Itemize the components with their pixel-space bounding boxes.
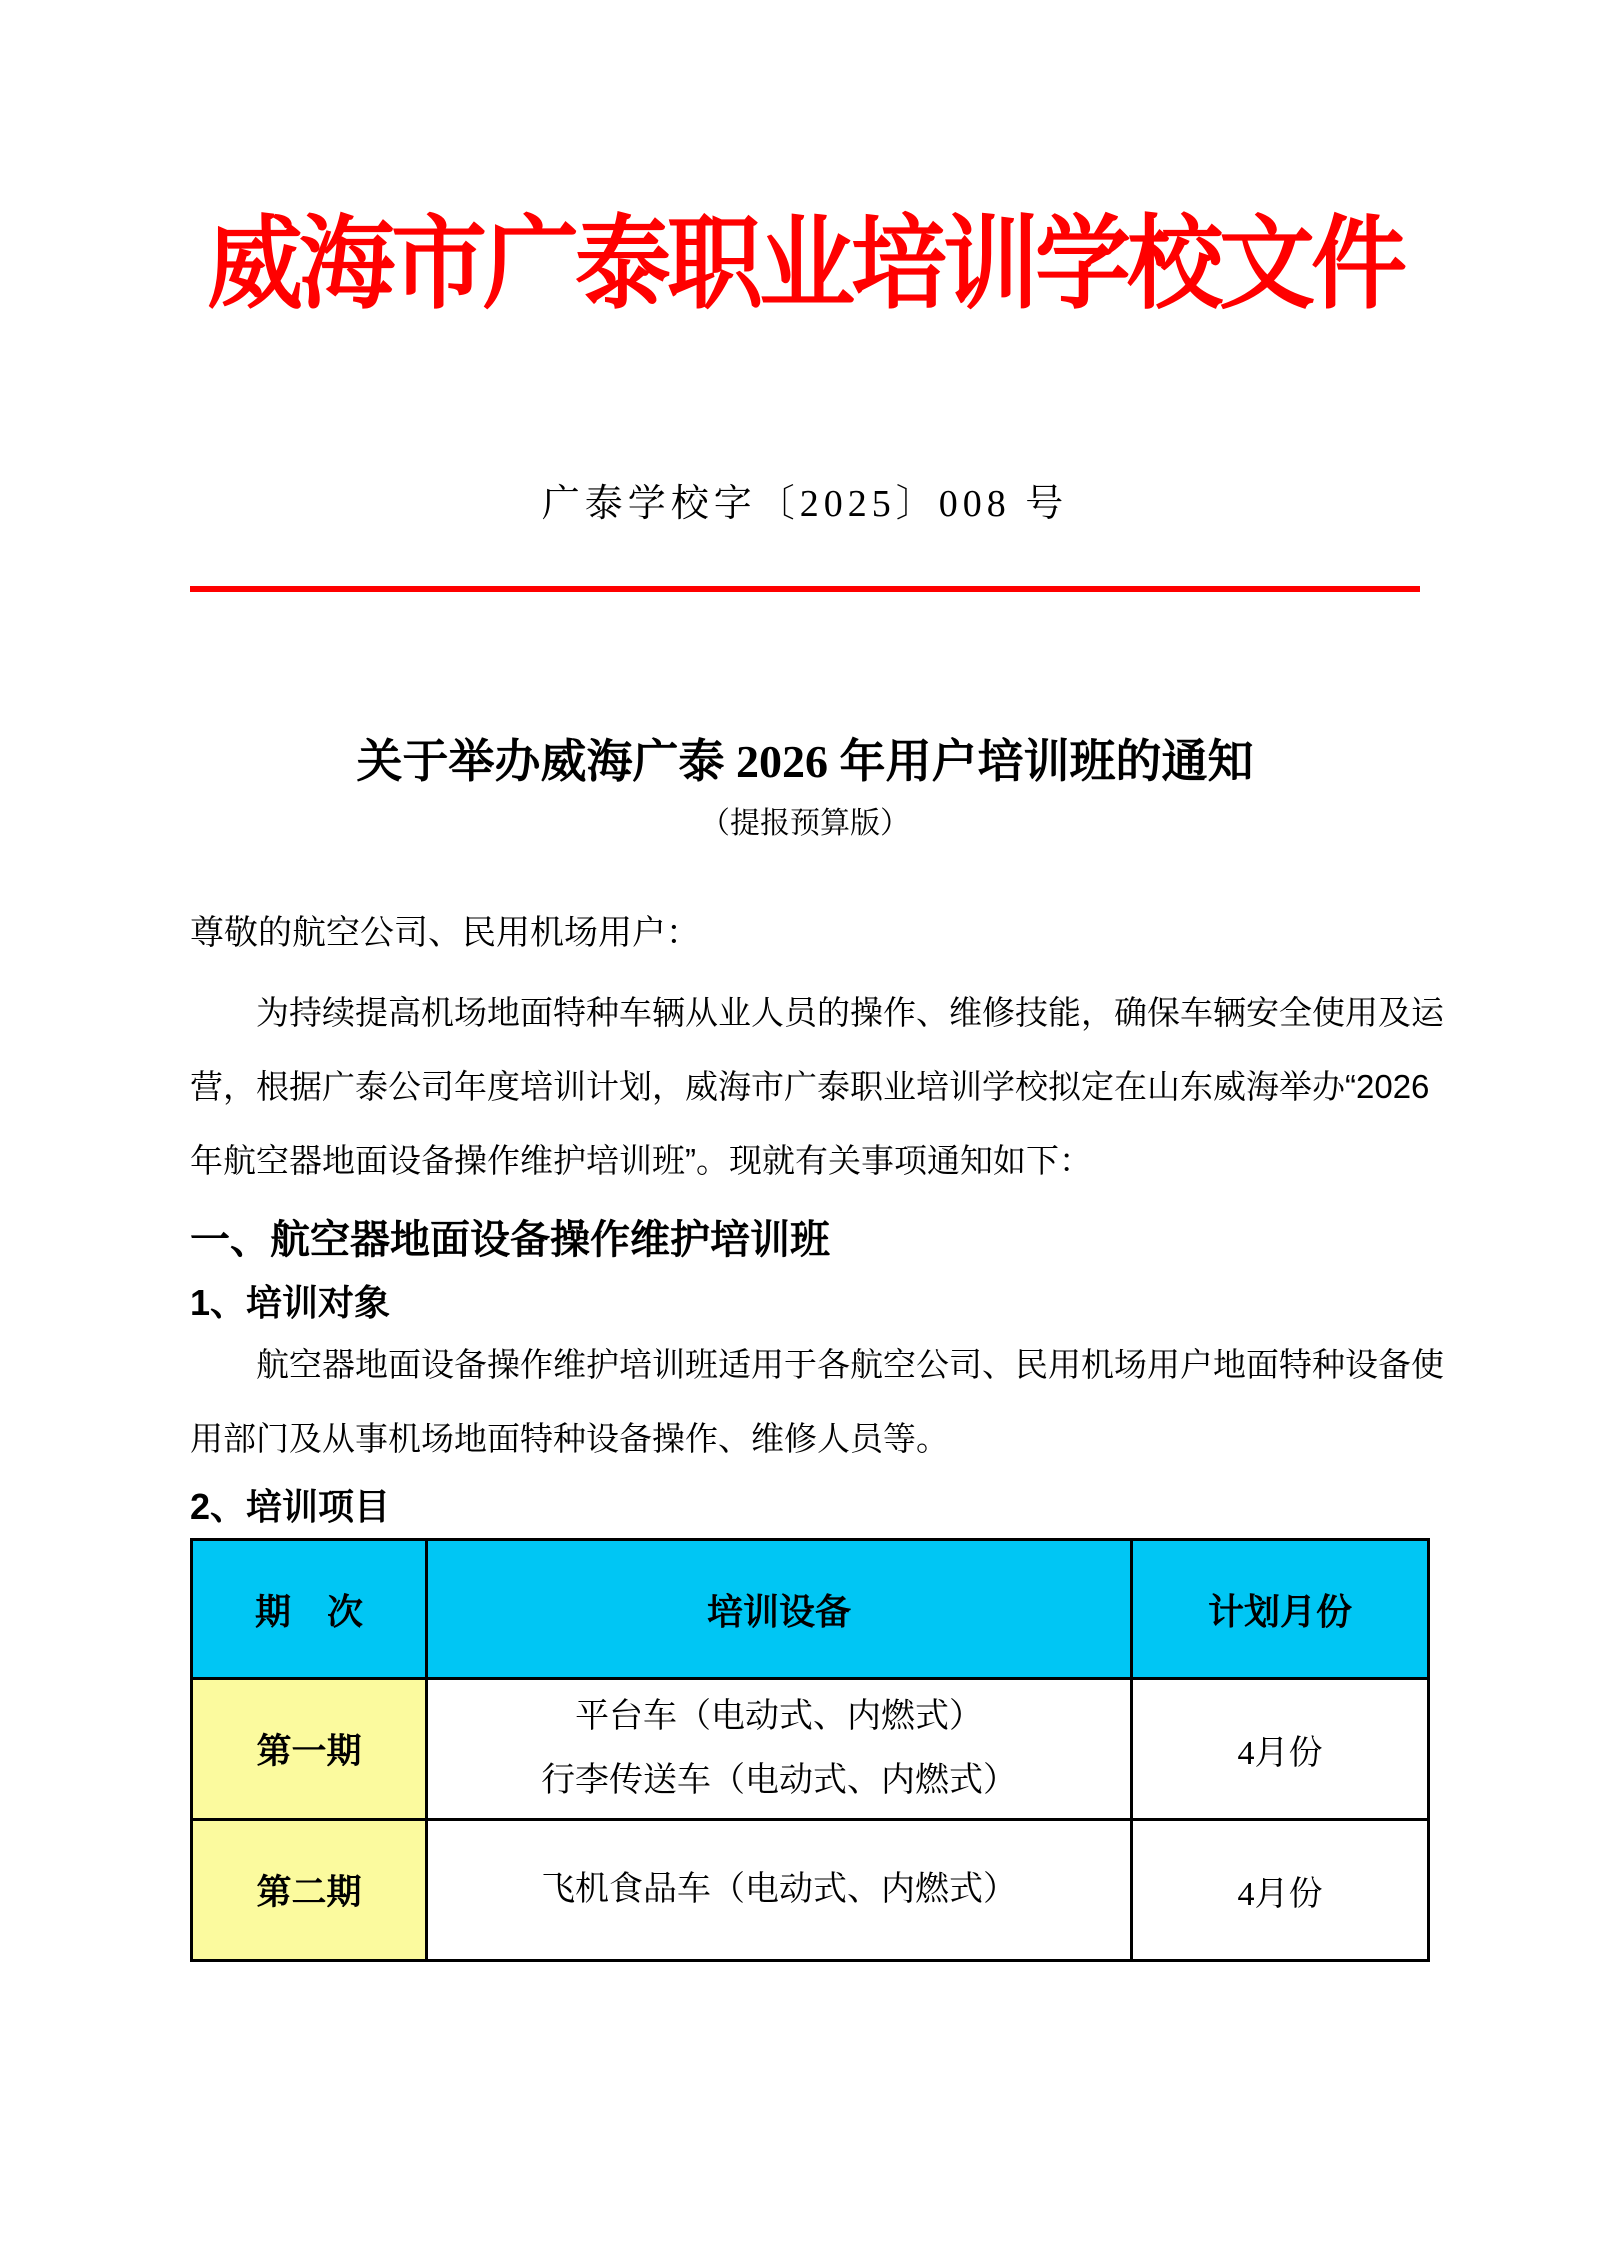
subsection-1-line: 用部门及从事机场地面特种设备操作、维修人员等。 (190, 1420, 949, 1457)
intro-line: 年航空器地面设备操作维护培训班”。现就有关事项通知如下： (190, 1142, 1092, 1179)
equipment-cell (427, 1679, 1132, 1820)
table-header-row (192, 1540, 1429, 1679)
equipment-line: 行李传送车（电动式、内燃式） (541, 1762, 1018, 1799)
subsection-1-line: 航空器地面设备操作维护培训班适用于各航空公司、民用机场用户地面特种设备使 (256, 1346, 1444, 1383)
section-1-heading: 一、航空器地面设备操作维护培训班 (190, 1218, 830, 1262)
period-cell: 第二期 (192, 1820, 427, 1961)
letterhead-banner: 威海市广泰职业培训学校文件 (207, 207, 1403, 322)
equipment-line: 飞机食品车（电动式、内燃式） (541, 1871, 1018, 1908)
subsection-1-paragraph (190, 1328, 1444, 1476)
intro-line: 为持续提高机场地面特种车辆从业人员的操作、维修技能，确保车辆安全使用及运 (256, 994, 1444, 1031)
header-cell-month: 计划月份 (1132, 1540, 1429, 1679)
equipment-cell (427, 1820, 1132, 1961)
period-cell: 第一期 (192, 1679, 427, 1820)
training-schedule-table (190, 1538, 1430, 1962)
table-row (192, 1820, 1429, 1961)
equipment-line: 平台车（电动式、内燃式） (575, 1698, 984, 1735)
month-cell: 4月份 (1132, 1679, 1429, 1820)
subsection-2-heading: 2、培训项目 (190, 1486, 391, 1527)
month-cell: 4月份 (1132, 1820, 1429, 1961)
intro-line: 营，根据广泰公司年度培训计划，威海市广泰职业培训学校拟定在山东威海举办“2026 (190, 1068, 1430, 1105)
notice-subtitle: （提报预算版） (700, 807, 910, 840)
table-row (192, 1679, 1429, 1820)
document-number: 广泰学校字〔2025〕008 号 (541, 483, 1069, 525)
header-cell-period: 期 次 (192, 1540, 427, 1679)
subsection-1-heading: 1、培训对象 (190, 1282, 391, 1323)
header-cell-equipment: 培训设备 (427, 1540, 1132, 1679)
intro-paragraph (190, 976, 1444, 1198)
red-divider-rule (190, 586, 1420, 592)
notice-title: 关于举办威海广泰 2026 年用户培训班的通知 (356, 736, 1254, 787)
salutation: 尊敬的航空公司、民用机场用户： (190, 914, 700, 952)
